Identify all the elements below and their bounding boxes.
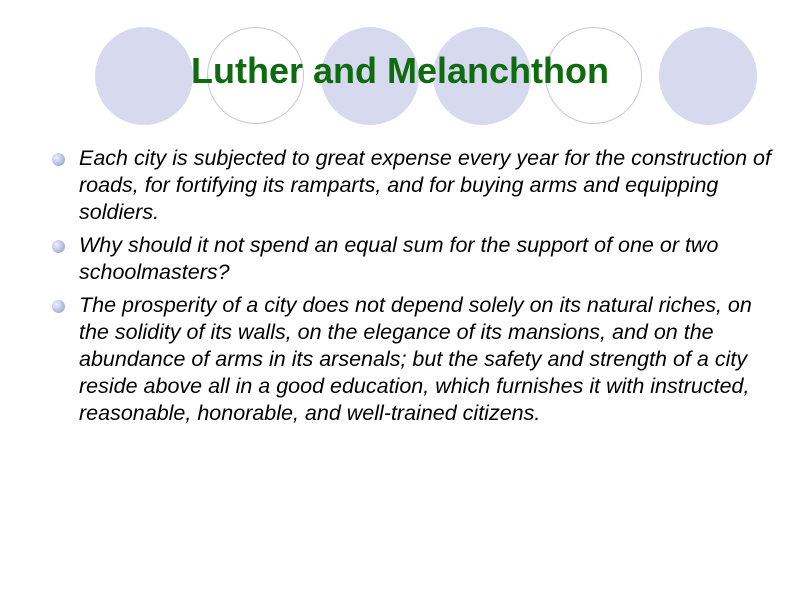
bullet-item	[52, 232, 772, 286]
bullet-text: The prosperity of a city does not depend solely on its natural riches, on the solidity of its walls, on the elegance of its mansions, and on the abundance of arms in its arsenals; but the safety and strength of a city reside above all in a good education, which furnishes it with instructed, reasonable, honorable, and well-trained citizens.	[79, 293, 752, 425]
bullet-text: Each city is subjected to great expense every year for the construction of roads, for fortifying its ramparts, and for buying arms and equipping soldiers.	[79, 146, 771, 224]
bullet-icon	[52, 300, 65, 313]
bullet-list	[52, 145, 772, 433]
bullet-item	[52, 292, 772, 427]
bullet-item	[52, 145, 772, 226]
slide-title: Luther and Melanchthon	[191, 50, 609, 91]
bullet-text: Why should it not spend an equal sum for the support of one or two schoolmasters?	[79, 233, 719, 284]
bullet-icon	[52, 153, 65, 166]
bullet-icon	[52, 240, 65, 253]
